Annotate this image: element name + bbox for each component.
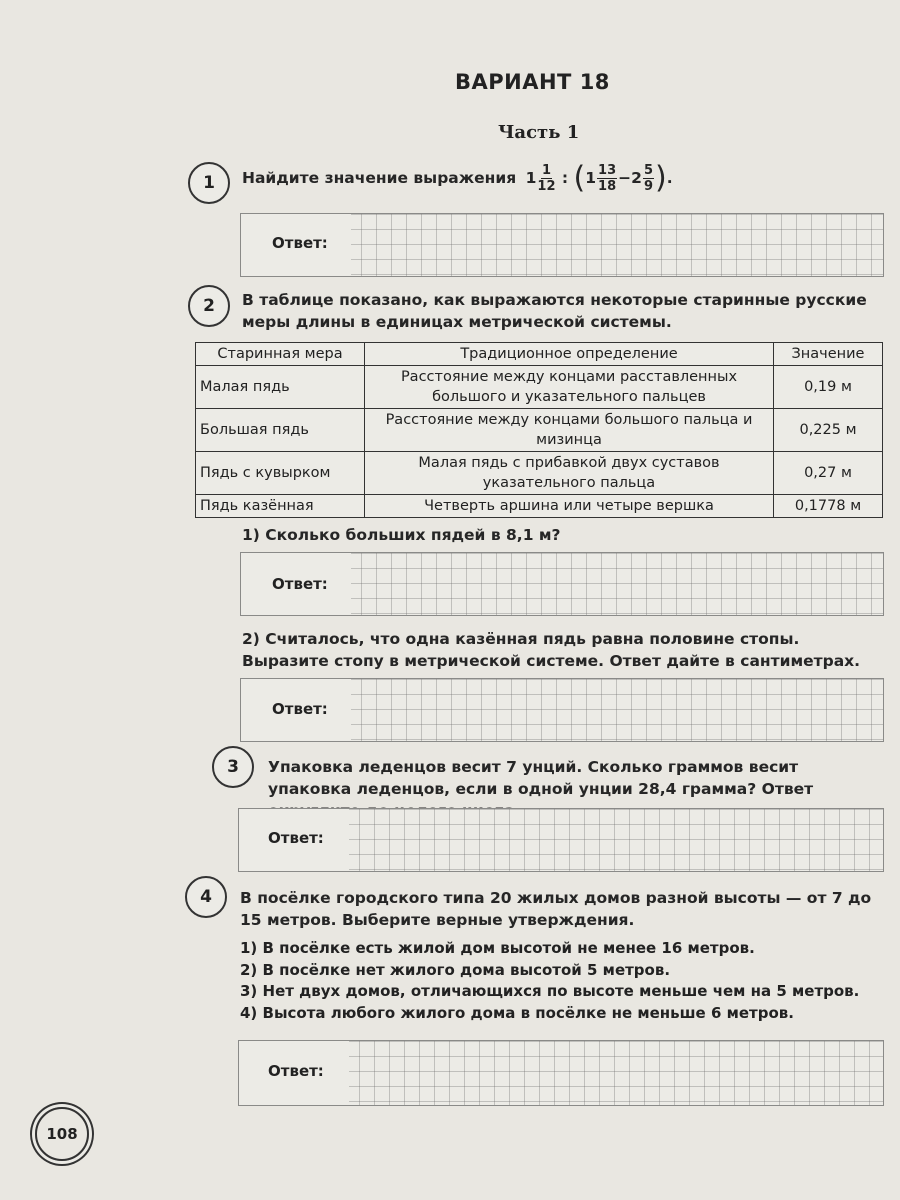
measures-table	[195, 342, 883, 518]
q4-text: В посёлке городского типа 20 жилых домов разной высоты — от 7 до 15 метров. Выберите верные утверждения.	[240, 889, 872, 929]
cell-definition: Четверть аршина или четыре вершка	[365, 495, 774, 518]
q1-text: Найдите значение выражения	[242, 169, 517, 187]
q3-answer-field[interactable]	[238, 808, 884, 872]
cell-measure: Малая пядь	[196, 366, 365, 409]
col-header-value: Значение	[774, 343, 883, 366]
q1-answer-label: Ответ:	[272, 234, 328, 252]
col-header-definition: Традиционное определение	[365, 343, 774, 366]
expr-frac-3: $\frac{5}{9}$	[643, 163, 653, 194]
cell-measure: Большая пядь	[196, 409, 365, 452]
expr-whole-1: 1	[525, 169, 537, 187]
cell-definition: Расстояние между концами расставленных большого и указательного пальцев	[365, 366, 774, 409]
q1-prompt	[242, 160, 673, 196]
expr-frac-1: $\frac{1}{12}$	[537, 163, 556, 194]
q2-text: В таблице показано, как выражаются некоторые старинные русские меры длины в единицах метрической системы.	[242, 291, 867, 331]
task-number-1: 1	[188, 162, 230, 204]
cell-definition: Малая пядь с прибавкой двух суставов указательного пальца	[365, 452, 774, 495]
cell-measure: Пядь казённая	[196, 495, 365, 518]
q4-option-4: 4) Высота любого жилого дома в посёлке не меньше 6 метров.	[240, 1003, 794, 1022]
q2-1-answer-label: Ответ:	[272, 575, 328, 593]
cell-value: 0,225 м	[774, 409, 883, 452]
q4-option-3: 3) Нет двух домов, отличающихся по высоте меньше чем на 5 метров.	[240, 982, 860, 1000]
q3-answer-label: Ответ:	[268, 829, 324, 847]
cell-definition: Расстояние между концами большого пальца и мизинца	[365, 409, 774, 452]
q4-options-list	[240, 938, 859, 1024]
cell-value: 0,19 м	[774, 366, 883, 409]
task-number-3: 3	[212, 746, 254, 788]
col-header-measure: Старинная мера	[196, 343, 365, 366]
q2-2-answer-field[interactable]	[240, 678, 884, 742]
expr-colon: :	[561, 169, 569, 187]
q2-subquestion-1: 1) Сколько больших пядей в 8,1 м?	[242, 526, 561, 544]
expr-whole-2: 1	[585, 169, 597, 187]
expr-frac-2: $\frac{13}{18}$	[598, 163, 617, 194]
task-number-2: 2	[188, 285, 230, 327]
q4-option-1: 1) В посёлке есть жилой дом высотой не менее 16 метров.	[240, 939, 755, 957]
cell-value: 0,27 м	[774, 452, 883, 495]
q3-text: Упаковка леденцов весит 7 унций. Сколько граммов весит упаковка леденцов, если в одной унции 28,4 грамма? Ответ	[268, 758, 814, 798]
q4-option-2: 2) В посёлке нет жилого дома высотой 5 метров.	[240, 960, 671, 979]
variant-title: ВАРИАНТ 18	[455, 70, 610, 94]
table-row	[196, 409, 883, 452]
cell-value: 0,1778 м	[774, 495, 883, 518]
q2-1-answer-field[interactable]	[240, 552, 884, 616]
task-number-4: 4	[185, 876, 227, 918]
part-heading: Часть 1	[498, 122, 580, 143]
q2-subquestion-2: 2) Считалось, что одна казённая пядь равна половине стопы. Выразите стопу в метрической системе. Ответ дайте в сантиметрах.	[242, 630, 861, 670]
q1-answer-field[interactable]	[240, 213, 884, 277]
q4-answer-label: Ответ:	[268, 1062, 324, 1080]
table-row	[196, 366, 883, 409]
q4-answer-field[interactable]	[238, 1040, 884, 1106]
expr-minus: −	[618, 169, 632, 187]
table-row	[196, 495, 883, 518]
expr-whole-3: 2	[631, 169, 642, 187]
table-row	[196, 452, 883, 495]
q2-2-answer-label: Ответ:	[272, 700, 328, 718]
page-number: 108	[35, 1107, 89, 1161]
q1-expression: 1 $\frac{1}{12}$ : (1 $\frac{13}{18}$ −2 $\frac{5}{9}$ ).	[525, 160, 673, 196]
table-header-row	[196, 343, 883, 366]
cell-measure: Пядь с кувырком	[196, 452, 365, 495]
